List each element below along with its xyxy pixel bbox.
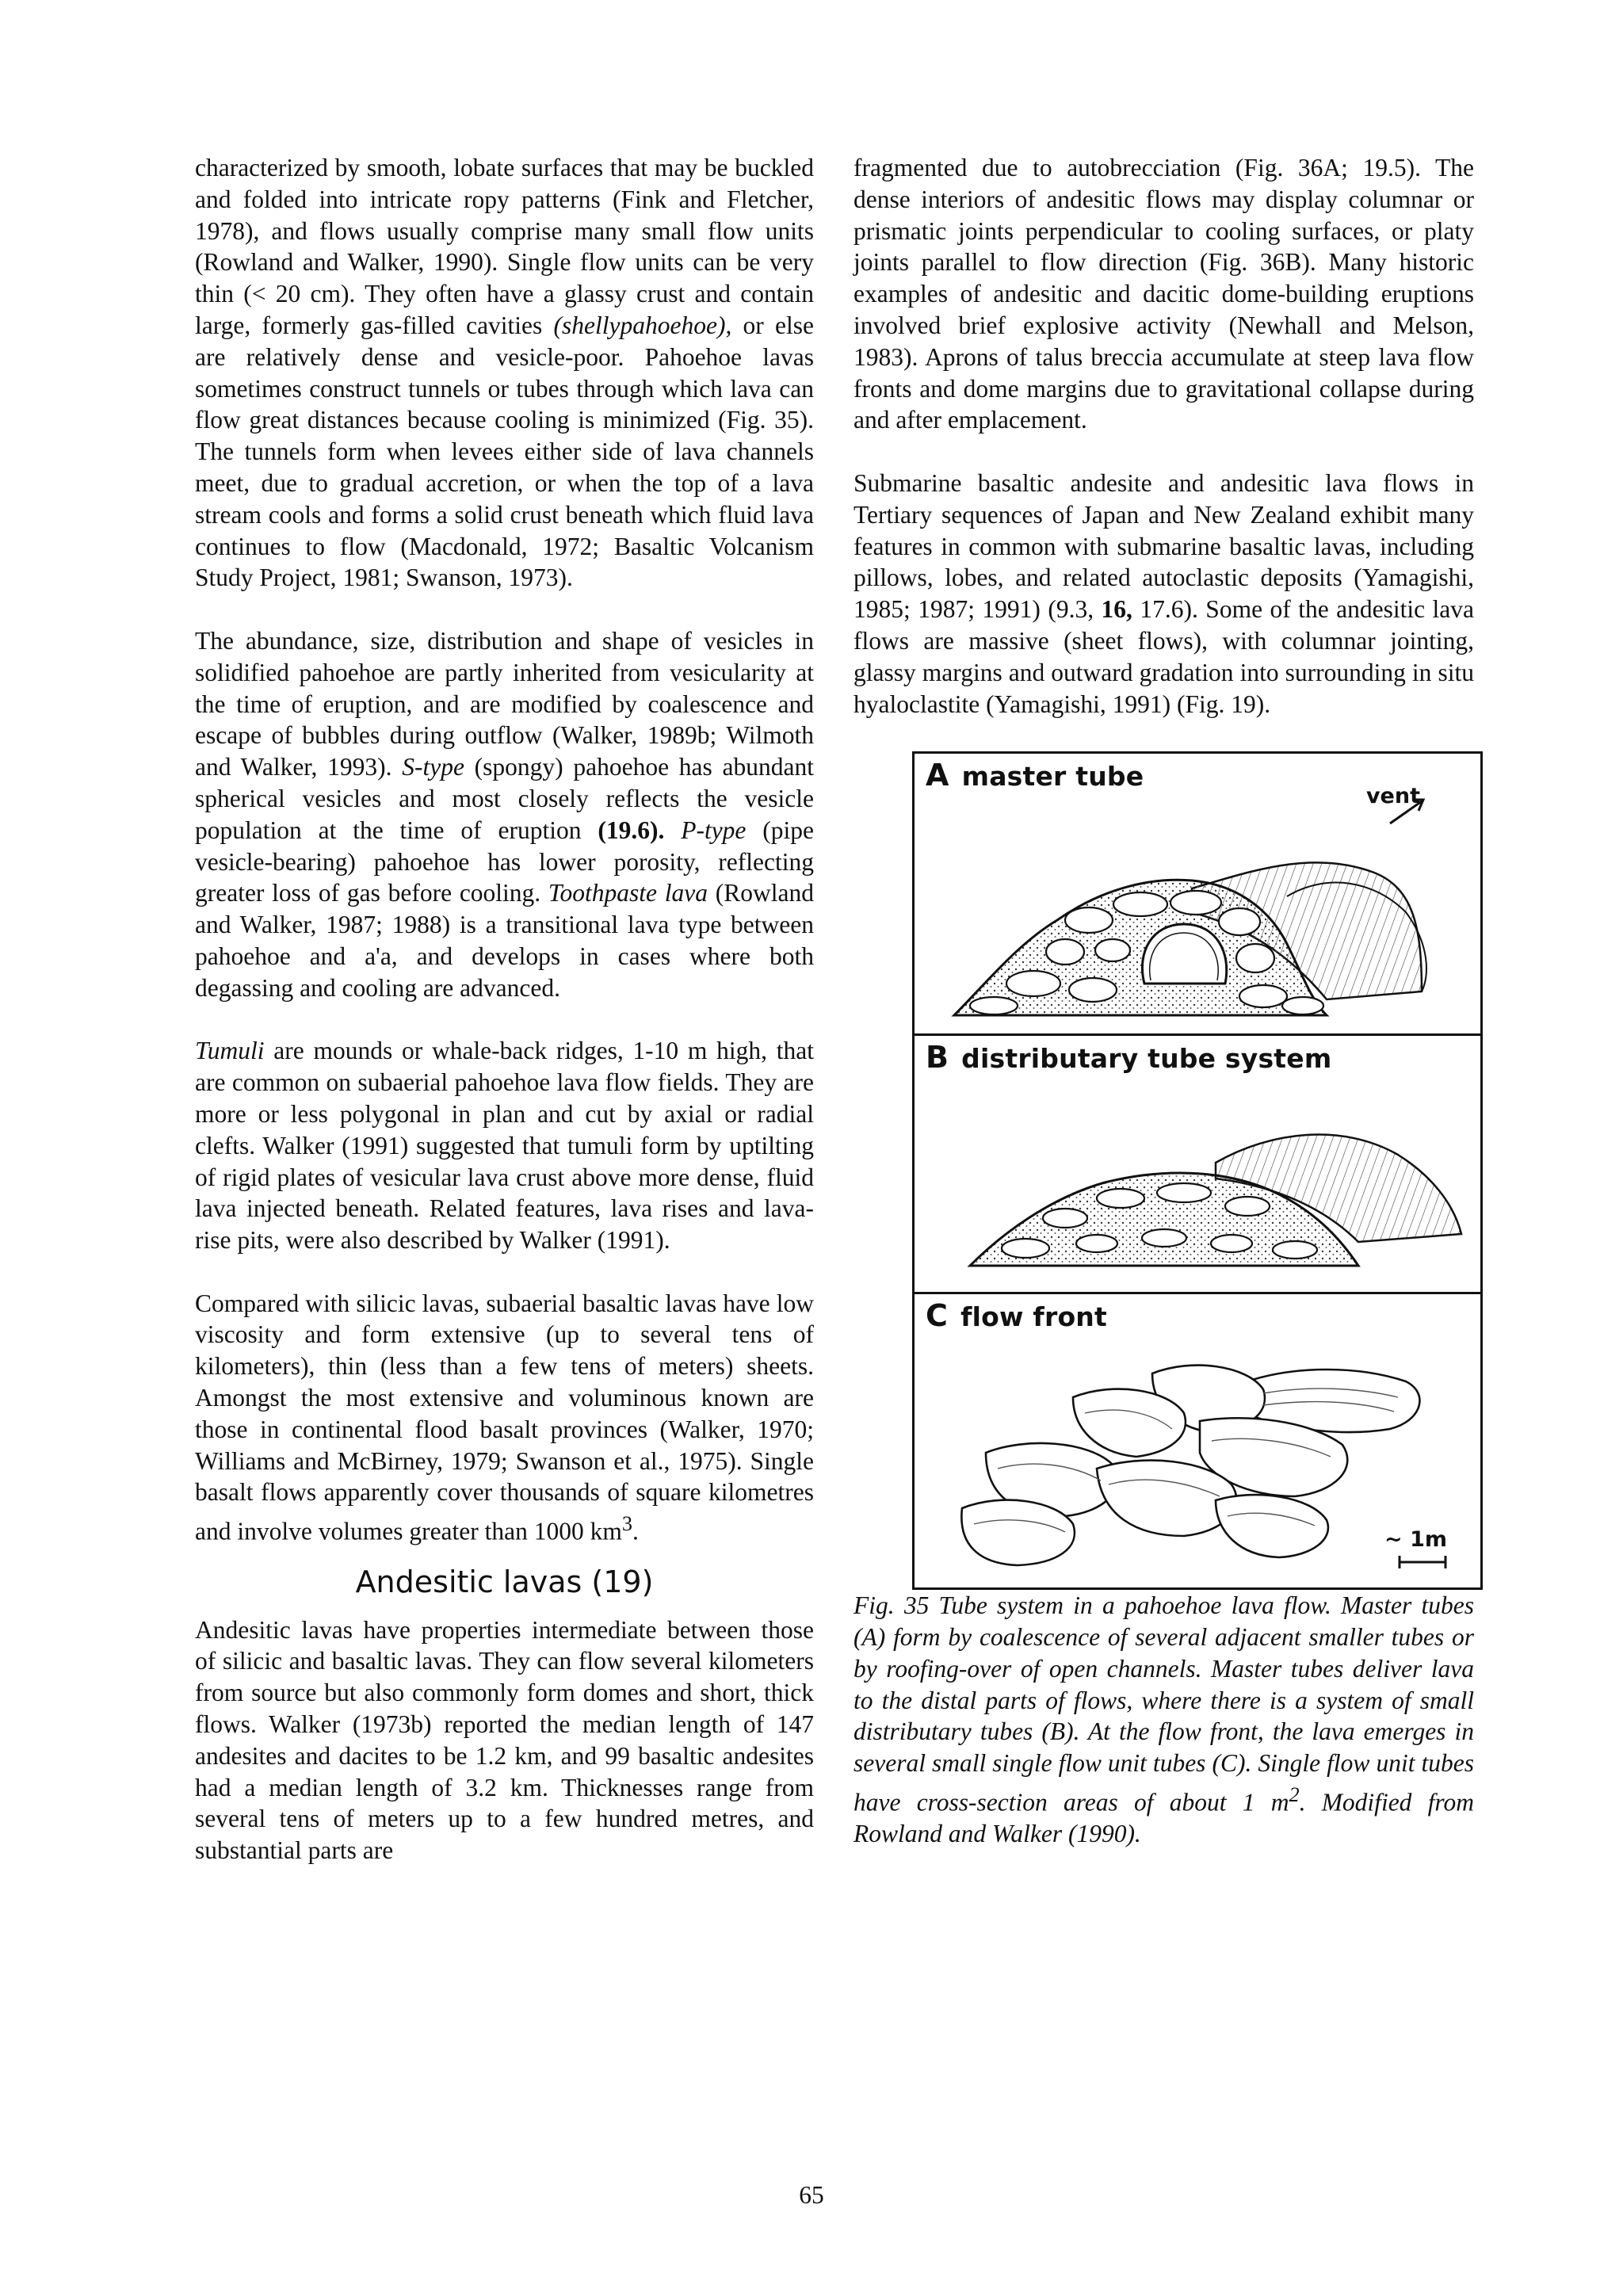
paragraph-vesicles: The abundance, size, distribution and shape of vesicles in solidified pahoehoe are partly inherited from vesicularity at the time of eruption, and are modified by coalescence and escape of bubbles during outflow (Walker, 1989b; Wilmoth and Walker, 1993). S-type (spongy) pahoehoe has abundant spherical vesicles and most closely reflects the vesicle population at the time of eruption (19.6). P-type (pipe vesicle-bearing) pahoehoe has lower porosity, reflecting greater loss of gas before cooling. Toothpaste lava (Rowland and Walker, 1987; 1988) is a transitional lava type between pahoehoe and a'a, and develops in cases where both degassing and cooling are advanced.	[195, 626, 815, 1002]
vent-label: vent	[1365, 784, 1420, 809]
superscript-2: 2	[1289, 1782, 1300, 1806]
section-heading: Andesitic lavas (19)	[355, 1564, 654, 1599]
term-p-type: P-type	[681, 816, 747, 844]
panel-c-letter: C	[926, 1298, 949, 1334]
paragraph-tumuli: Tumuli are mounds or whale-back ridges, 1-10 m high, that are common on subaerial pahoehoe lava flow fields. They are more or less polygonal in plan and cut by axial or radial clefts. Walker (1991) suggested that tumuli form by uptilting of rigid plates of vesicular lava crust above more dense, fluid lava injected beneath. Related features, lava rises and lava-rise pits, were also described by Walker (1991).	[195, 1037, 814, 1255]
panel-c-title: flow front	[960, 1301, 1107, 1333]
panel-c	[915, 1294, 1480, 1587]
left-column	[195, 152, 814, 1866]
panel-a-letter: A	[926, 758, 949, 793]
paragraph-basaltic-lavas: Compared with silicic lavas, subaerial basaltic lavas have low viscosity and form extensive (up to several tens of kilometers), thin (less than a few tens of meters) sheets. Amongst the most extensive and voluminous known are those in continental flood basalt provinces (Walker, 1970; Williams and McBirney, 1979; Swanson et al., 1975). Single basalt flows apparently cover thousands of square kilometres and involve volumes greater than 1000 $km^3$.	[195, 1289, 814, 1545]
paragraph-submarine: Submarine basaltic andesite and andesitic lava flows in Tertiary sequences of Japan and New Zealand exhibit many features in common with submarine basaltic lavas, including pillows, lobes, and related autoclastic deposits (Yamagishi, 1985; 1987; 1991) (9.3, 16, 17.6). Some of the andesitic lava flows are massive (sheet flows), with columnar jointing, glassy margins and outward gradation into surrounding in situ hyaloclastite (Yamagishi, 1991) (Fig. 19).	[854, 468, 1475, 718]
vent-arrow-icon	[1390, 800, 1423, 823]
superscript-3: 3	[621, 1512, 632, 1536]
term-tumuli: Tumuli	[195, 1037, 265, 1065]
master-tube-illustration	[915, 754, 1480, 1033]
scale-label: ~ 1m	[1384, 1527, 1447, 1553]
distributary-tube-illustration	[915, 1036, 1480, 1292]
panel-b-title: distributary tube system	[961, 1043, 1332, 1075]
scale-bar	[1400, 1556, 1445, 1568]
term-toothpaste-lava: Toothpaste lava	[548, 879, 708, 907]
plate-reference-16: 16,	[1101, 595, 1132, 624]
plate-reference: (19.6).	[598, 816, 665, 844]
panel-b-letter: B	[926, 1040, 949, 1075]
figure-caption: Fig. 35 Tube system in a pahoehoe lava flow. Master tubes (A) form by coalescence of several adjacent smaller tubes or by roofing-over of open channels. Master tubes deliver lava to the distal parts of flows, where there is a system of small distributary tubes (B). At the flow front, the lava emerges in several small single flow unit tubes (C). Single flow unit tubes have cross-section areas of about 1 $m^2$. Modified from Rowland and Walker (1990).	[854, 1591, 1474, 1848]
paragraph-andesitic-lavas: Andesitic lavas have properties intermediate between those of silicic and basaltic lavas. They can flow several kilometers from source but also commonly form domes and short, thick flows. Walker (1973b) reported the median length of 147 andesites and dacites to be 1.2 km, and 99 basaltic andesites had a median length of 3.2 km. Thicknesses range from several tens of meters up to a few hundred metres, and substantial parts are	[195, 1615, 814, 1865]
term-s-type: S-type	[402, 753, 464, 781]
panel-a-title: master tube	[961, 761, 1144, 793]
figure-35	[912, 751, 1483, 1590]
term-shelly-pahoehoe: (shellypahoehoe),	[553, 311, 732, 339]
panel-b	[915, 1036, 1480, 1294]
paragraph-pahoehoe-surfaces: characterized by smooth, lobate surfaces that may be buckled and folded into intricate ropy patterns (Fink and Fletcher, 1978), and flows usually comprise many small flow units (Rowland and Walker, 1990). Single flow units can be very thin (< 20 cm). They often have a glassy crust and contain large, formerly gas-filled cavities (shellypahoehoe), or else are relatively dense and vesicle-poor. Pahoehoe lavas sometimes construct tunnels or tubes through which lava can flow great distances because cooling is minimized (Fig. 35). The tunnels form when levees either side of lava channels meet, due to gradual accretion, or when the top of a lava stream cools and forms a solid crust beneath which fluid lava continues to flow (Macdonald, 1972; Basaltic Volcanism Study Project, 1981; Swanson, 1973).	[195, 154, 814, 592]
right-column	[854, 152, 1474, 1850]
page-number: 65	[799, 2181, 824, 2209]
panel-a	[915, 754, 1480, 1036]
paragraph-fragmented: fragmented due to autobrecciation (Fig. 36A; 19.5). The dense interiors of andesitic flows may display columnar or prismatic joints perpendicular to cooling surfaces, or platy joints parallel to flow direction (Fig. 36B). Many historic examples of andesitic and dacitic dome-building eruptions involved brief explosive activity (Newhall and Melson, 1983). Aprons of talus breccia accumulate at steep lava flow fronts and dome margins due to gravitational collapse during and after emplacement.	[854, 154, 1474, 434]
